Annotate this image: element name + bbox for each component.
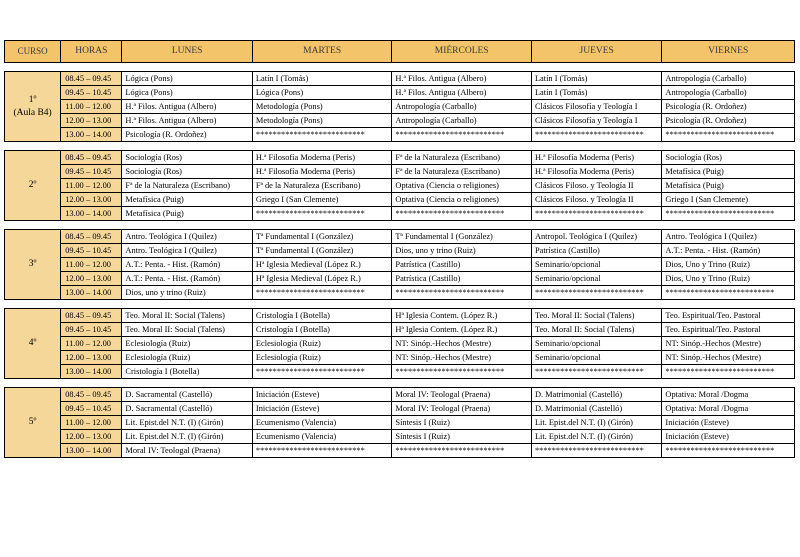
table-row <box>5 114 795 128</box>
class-cell: Patrística (Castillo) <box>531 244 661 258</box>
class-cell: Teo. Moral II: Social (Talens) <box>531 323 661 337</box>
spacer-cell <box>531 221 661 230</box>
spacer-cell <box>61 300 122 309</box>
class-cell: Lógica (Pons) <box>122 86 252 100</box>
class-cell: Antropol. Teológica I (Quilez) <box>531 230 661 244</box>
table-row <box>5 402 795 416</box>
class-cell: Fª de la Naturaleza (Escribano) <box>252 179 392 193</box>
spacer-cell <box>122 300 252 309</box>
class-cell: H.ª Filosofía Moderna (Peris) <box>531 151 661 165</box>
class-cell: Optativa (Ciencia o religiones) <box>392 179 532 193</box>
class-cell: Iniciación (Esteve) <box>662 416 795 430</box>
spacer-row <box>5 300 795 309</box>
class-cell: Dios, Uno y Trino (Ruiz) <box>662 272 795 286</box>
spacer-row <box>5 142 795 151</box>
class-cell: D. Sacramental (Castelló) <box>122 388 252 402</box>
time-slot: 12.00 – 13.00 <box>61 430 122 444</box>
spacer-cell <box>662 300 795 309</box>
spacer-cell <box>252 142 392 151</box>
class-cell: Ecumenismo (Valencia) <box>252 416 392 430</box>
course-label: 3º <box>5 230 61 300</box>
class-cell: ************************** <box>531 286 661 300</box>
time-slot: 11.00 – 12.00 <box>61 258 122 272</box>
class-cell: Latín I (Tomás) <box>531 72 661 86</box>
spacer-cell <box>122 221 252 230</box>
class-cell: Teo. Moral II: Social (Talens) <box>122 309 252 323</box>
spacer-row <box>5 221 795 230</box>
class-cell: Seminario/opcional <box>531 337 661 351</box>
class-cell: ************************** <box>252 365 392 379</box>
time-slot: 11.00 – 12.00 <box>61 100 122 114</box>
class-cell: Antropología (Carballo) <box>662 72 795 86</box>
time-slot: 08.45 – 09.45 <box>61 388 122 402</box>
class-cell: Clásicos Filoso. y Teología II <box>531 179 661 193</box>
class-cell: Iniciación (Esteve) <box>252 388 392 402</box>
class-cell: Patrística (Castillo) <box>392 258 532 272</box>
class-cell: Cristología I (Botella) <box>252 309 392 323</box>
class-cell: Tª Fundamental I (González) <box>252 230 392 244</box>
time-slot: 08.45 – 09.45 <box>61 230 122 244</box>
time-slot: 12.00 – 13.00 <box>61 114 122 128</box>
time-slot: 13.00 – 14.00 <box>61 444 122 458</box>
table-row <box>5 388 795 402</box>
class-cell: ************************** <box>662 207 795 221</box>
header-martes: MARTES <box>252 41 392 63</box>
class-cell: Síntesis I (Ruiz) <box>392 416 532 430</box>
class-cell: D. Sacramental (Castelló) <box>122 402 252 416</box>
class-cell: H.ª Filos. Antigua (Albero) <box>122 114 252 128</box>
class-cell: Metafísica (Puig) <box>122 193 252 207</box>
class-cell: A.T.: Penta. - Hist. (Ramón) <box>122 272 252 286</box>
spacer-cell <box>662 221 795 230</box>
class-cell: Antropología (Carballo) <box>392 100 532 114</box>
class-cell: H.ª Filos. Antigua (Albero) <box>392 72 532 86</box>
spacer-cell <box>662 142 795 151</box>
course-label: 4º <box>5 309 61 379</box>
class-cell: Metodología (Pons) <box>252 114 392 128</box>
class-cell: Lit. Epist.del N.T. (I) (Girón) <box>122 430 252 444</box>
spacer-cell <box>531 300 661 309</box>
class-cell: ************************** <box>531 207 661 221</box>
spacer-cell <box>662 63 795 72</box>
table-row <box>5 244 795 258</box>
course-label: 2º <box>5 151 61 221</box>
spacer-cell <box>392 142 532 151</box>
table-row <box>5 100 795 114</box>
class-cell: Lit. Epist.del N.T. (I) (Girón) <box>122 416 252 430</box>
class-cell: Sociología (Ros) <box>122 165 252 179</box>
class-cell: Síntesis I (Ruiz) <box>392 430 532 444</box>
time-slot: 08.45 – 09.45 <box>61 151 122 165</box>
class-cell: ************************** <box>531 128 661 142</box>
class-cell: Cristología I (Botella) <box>252 323 392 337</box>
class-cell: D. Matrimonial (Castelló) <box>531 388 661 402</box>
class-cell: Antro. Teológica I (Quilez) <box>662 230 795 244</box>
spacer-cell <box>392 63 532 72</box>
class-cell: ************************** <box>662 286 795 300</box>
spacer-cell <box>122 379 252 388</box>
class-cell: Psicología (R. Ordoñez) <box>662 100 795 114</box>
class-cell: Lit. Epist.del N.T. (I) (Girón) <box>531 430 661 444</box>
class-cell: Dios, Uno y Trino (Ruiz) <box>662 258 795 272</box>
table-row <box>5 272 795 286</box>
table-row <box>5 444 795 458</box>
table-row <box>5 86 795 100</box>
class-cell: Fª de la Naturaleza (Escribano) <box>122 179 252 193</box>
class-cell: H.ª Filosofía Moderna (Peris) <box>252 151 392 165</box>
spacer-cell <box>392 221 532 230</box>
class-cell: Seminario/opcional <box>531 272 661 286</box>
spacer-cell <box>5 300 61 309</box>
table-row <box>5 416 795 430</box>
table-row <box>5 351 795 365</box>
spacer-cell <box>61 142 122 151</box>
class-cell: Antropología (Carballo) <box>392 114 532 128</box>
spacer-cell <box>5 142 61 151</box>
class-cell: Griego I (San Clemente) <box>252 193 392 207</box>
class-cell: D. Matrimonial (Castelló) <box>531 402 661 416</box>
spacer-cell <box>392 379 532 388</box>
spacer-cell <box>392 300 532 309</box>
header-horas: HORAS <box>61 41 122 63</box>
spacer-cell <box>122 63 252 72</box>
class-cell: Latín I (Tomás) <box>252 72 392 86</box>
spacer-cell <box>252 300 392 309</box>
class-cell: Lógica (Pons) <box>252 86 392 100</box>
spacer-cell <box>531 142 661 151</box>
time-slot: 11.00 – 12.00 <box>61 179 122 193</box>
class-cell: Antro. Teológica I (Quilez) <box>122 244 252 258</box>
spacer-cell <box>531 379 661 388</box>
class-cell: Teo. Espiritual/Teo. Pastoral <box>662 309 795 323</box>
class-cell: NT: Sinóp.-Hechos (Mestre) <box>392 351 532 365</box>
class-cell: ************************** <box>531 444 661 458</box>
header-curso: CURSO <box>5 41 61 63</box>
class-cell: ************************** <box>392 207 532 221</box>
time-slot: 12.00 – 13.00 <box>61 193 122 207</box>
class-cell: Hª Iglesia Contem. (López R.) <box>392 309 532 323</box>
table-row <box>5 207 795 221</box>
class-cell: H.ª Filos. Antigua (Albero) <box>122 100 252 114</box>
class-cell: Clásicos Filoso. y Teología II <box>531 193 661 207</box>
spacer-cell <box>61 63 122 72</box>
class-cell: Patrística (Castillo) <box>392 272 532 286</box>
table-row <box>5 286 795 300</box>
time-slot: 09.45 – 10.45 <box>61 86 122 100</box>
class-cell: Psicología (R. Ordoñez) <box>662 114 795 128</box>
class-cell: Metodología (Pons) <box>252 100 392 114</box>
class-cell: Tª Fundamental I (González) <box>392 230 532 244</box>
table-row <box>5 165 795 179</box>
class-cell: Dios, uno y trino (Ruiz) <box>392 244 532 258</box>
class-cell: Clásicos Filosofía y Teología I <box>531 114 661 128</box>
table-row <box>5 72 795 86</box>
class-cell: Ecumenismo (Valencia) <box>252 430 392 444</box>
class-cell: Seminario/opcional <box>531 258 661 272</box>
spacer-cell <box>252 379 392 388</box>
time-slot: 11.00 – 12.00 <box>61 416 122 430</box>
table-row <box>5 193 795 207</box>
schedule-body <box>5 41 795 458</box>
class-cell: Teo. Moral II: Social (Talens) <box>122 323 252 337</box>
class-cell: Eclesiología (Ruiz) <box>122 351 252 365</box>
class-cell: Eclesiología (Ruiz) <box>252 337 392 351</box>
time-slot: 08.45 – 09.45 <box>61 309 122 323</box>
class-cell: ************************** <box>392 365 532 379</box>
header-viernes: VIERNES <box>662 41 795 63</box>
class-cell: ************************** <box>662 444 795 458</box>
class-cell: Iniciación (Esteve) <box>662 430 795 444</box>
class-cell: Iniciación (Esteve) <box>252 402 392 416</box>
class-cell: ************************** <box>531 365 661 379</box>
course-label: 1º (Aula B4) <box>5 72 61 142</box>
class-cell: NT: Sinóp.-Hechos (Mestre) <box>662 337 795 351</box>
table-row <box>5 128 795 142</box>
time-slot: 11.00 – 12.00 <box>61 337 122 351</box>
header-jueves: JUEVES <box>531 41 661 63</box>
time-slot: 12.00 – 13.00 <box>61 351 122 365</box>
class-cell: Seminario/opcional <box>531 351 661 365</box>
class-cell: Eclesiología (Ruiz) <box>252 351 392 365</box>
class-cell: Sociología (Ros) <box>122 151 252 165</box>
class-cell: NT: Sinóp.-Hechos (Mestre) <box>392 337 532 351</box>
header-row <box>5 41 795 63</box>
class-cell: Fª de la Naturaleza (Escribano) <box>392 151 532 165</box>
spacer-cell <box>662 379 795 388</box>
class-cell: Cristología I (Botella) <box>122 365 252 379</box>
class-cell: A.T.: Penta. - Hist. (Ramón) <box>662 244 795 258</box>
class-cell: NT: Sinóp.-Hechos (Mestre) <box>662 351 795 365</box>
class-cell: ************************** <box>392 286 532 300</box>
class-cell: Sociología (Ros) <box>662 151 795 165</box>
class-cell: Tª Fundamental I (González) <box>252 244 392 258</box>
spacer-cell <box>61 379 122 388</box>
class-cell: ************************** <box>252 207 392 221</box>
class-cell: ************************** <box>392 444 532 458</box>
table-row <box>5 309 795 323</box>
table-row <box>5 258 795 272</box>
spacer-cell <box>122 142 252 151</box>
class-cell: Psicología (R. Ordoñez) <box>122 128 252 142</box>
course-label: 5º <box>5 388 61 458</box>
class-cell: H.ª Filosofía Moderna (Peris) <box>531 165 661 179</box>
class-cell: ************************** <box>662 365 795 379</box>
class-cell: Moral IV: Teologal (Praena) <box>392 402 532 416</box>
table-row <box>5 179 795 193</box>
spacer-cell <box>5 63 61 72</box>
class-cell: Moral IV: Teologal (Praena) <box>122 444 252 458</box>
time-slot: 09.45 – 10.45 <box>61 165 122 179</box>
class-cell: Fª de la Naturaleza (Escribano) <box>392 165 532 179</box>
time-slot: 13.00 – 14.00 <box>61 128 122 142</box>
time-slot: 13.00 – 14.00 <box>61 207 122 221</box>
spacer-row <box>5 63 795 72</box>
header-miercoles: MIÉRCOLES <box>392 41 532 63</box>
class-cell: Metafísica (Puig) <box>662 179 795 193</box>
class-cell: Metafísica (Puig) <box>122 207 252 221</box>
class-cell: ************************** <box>392 128 532 142</box>
table-row <box>5 365 795 379</box>
class-cell: ************************** <box>252 444 392 458</box>
table-row <box>5 337 795 351</box>
class-cell: A.T.: Penta. - Hist. (Ramón) <box>122 258 252 272</box>
class-cell: Griego I (San Clemente) <box>662 193 795 207</box>
class-cell: H.ª Filos. Antigua (Albero) <box>392 86 532 100</box>
schedule-table <box>4 40 795 458</box>
spacer-row <box>5 379 795 388</box>
class-cell: Antro. Teológica I (Quilez) <box>122 230 252 244</box>
time-slot: 09.45 – 10.45 <box>61 323 122 337</box>
table-row <box>5 151 795 165</box>
class-cell: Hª Iglesia Medieval (López R.) <box>252 258 392 272</box>
class-cell: Dios, uno y trino (Ruiz) <box>122 286 252 300</box>
spacer-cell <box>252 221 392 230</box>
class-cell: Latín I (Tomás) <box>531 86 661 100</box>
class-cell: Teo. Moral II: Social (Talens) <box>531 309 661 323</box>
spacer-cell <box>61 221 122 230</box>
class-cell: Moral IV: Teologal (Praena) <box>392 388 532 402</box>
spacer-cell <box>252 63 392 72</box>
class-cell: Optativa: Moral /Dogma <box>662 402 795 416</box>
class-cell: ************************** <box>252 128 392 142</box>
class-cell: Clásicos Filosofía y Teología I <box>531 100 661 114</box>
class-cell: ************************** <box>252 286 392 300</box>
class-cell: Hª Iglesia Contem. (López R.) <box>392 323 532 337</box>
header-lunes: LUNES <box>122 41 252 63</box>
table-row <box>5 323 795 337</box>
table-row <box>5 230 795 244</box>
class-cell: Optativa: Moral /Dogma <box>662 388 795 402</box>
class-cell: Optativa (Ciencia o religiones) <box>392 193 532 207</box>
time-slot: 09.45 – 10.45 <box>61 402 122 416</box>
spacer-cell <box>5 379 61 388</box>
spacer-cell <box>5 221 61 230</box>
class-cell: Antropología (Carballo) <box>662 86 795 100</box>
class-cell: Teo. Espiritual/Teo. Pastoral <box>662 323 795 337</box>
class-cell: Eclesiología (Ruiz) <box>122 337 252 351</box>
time-slot: 12.00 – 13.00 <box>61 272 122 286</box>
table-row <box>5 430 795 444</box>
class-cell: Metafísica (Puig) <box>662 165 795 179</box>
class-cell: ************************** <box>662 128 795 142</box>
spacer-cell <box>531 63 661 72</box>
class-cell: Hª Iglesia Medieval (López R.) <box>252 272 392 286</box>
class-cell: H.ª Filosofía Moderna (Peris) <box>252 165 392 179</box>
class-cell: Lit. Epist.del N.T. (I) (Girón) <box>531 416 661 430</box>
class-cell: Lógica (Pons) <box>122 72 252 86</box>
time-slot: 13.00 – 14.00 <box>61 286 122 300</box>
time-slot: 13.00 – 14.00 <box>61 365 122 379</box>
time-slot: 08.45 – 09.45 <box>61 72 122 86</box>
time-slot: 09.45 – 10.45 <box>61 244 122 258</box>
